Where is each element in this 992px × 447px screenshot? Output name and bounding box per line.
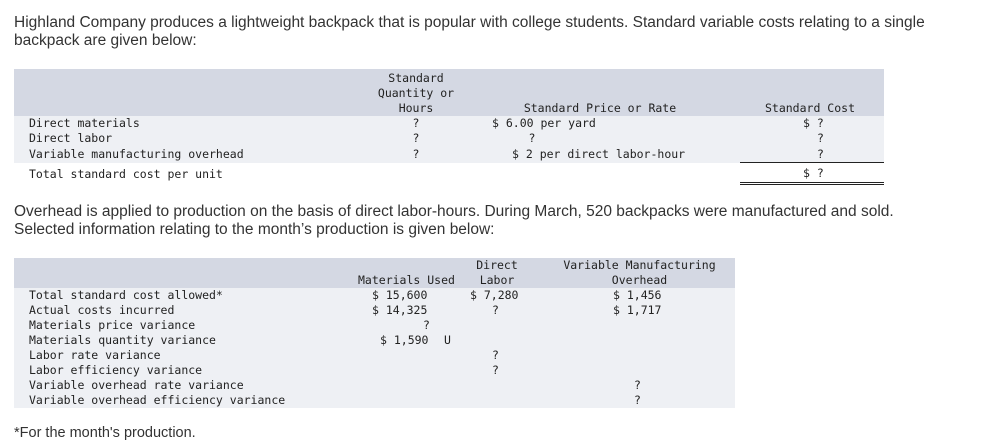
- label-materials-price-variance: Materials price variance: [29, 318, 196, 332]
- footnote: *For the month's production.: [14, 425, 196, 441]
- row-label-total-standard-cost: Total standard cost per unit: [29, 167, 223, 181]
- materials-standard-allowed: $ 15,600: [372, 288, 428, 302]
- label-labor-efficiency-variance: Labor efficiency variance: [29, 363, 203, 377]
- price-variable-overhead: $ 2 per direct labor-hour: [512, 147, 686, 161]
- label-variable-overhead-rate-variance: Variable overhead rate variance: [29, 378, 244, 392]
- middle-line-1: Overhead is applied to production on the basis of direct labor-hours. During March, 520 backpacks were manufactured and sold.: [14, 203, 894, 220]
- actuals-row-labels: [29, 288, 285, 408]
- row-label-direct-labor: Direct labor: [29, 131, 113, 145]
- labor-efficiency-variance-value: ?: [492, 363, 499, 377]
- price-direct-labor: ?: [528, 131, 536, 145]
- header-materials-used: Materials Used: [358, 273, 455, 287]
- middle-line-2: Selected information relating to the month’s production is given below:: [14, 221, 495, 238]
- qty-direct-materials: ?: [412, 116, 420, 130]
- intro-line-2: backpack are given below:: [14, 32, 197, 49]
- labor-standard-allowed: $ 7,280: [470, 288, 519, 302]
- label-labor-rate-variance: Labor rate variance: [29, 348, 161, 362]
- label-total-standard-cost-allowed: Total standard cost allowed*: [29, 288, 223, 302]
- header-variable-overhead: Variable Manufacturing Overhead: [563, 258, 716, 287]
- subtotal-rule: [740, 162, 884, 163]
- label-actual-costs-incurred: Actual costs incurred: [29, 303, 175, 317]
- row-label-variable-overhead: Variable manufacturing overhead: [29, 147, 244, 161]
- qty-direct-labor: ?: [412, 131, 420, 145]
- price-direct-materials: $ 6.00 per yard: [492, 116, 596, 130]
- materials-quantity-variance-value: $ 1,590: [380, 333, 429, 347]
- overhead-efficiency-variance-value: ?: [634, 393, 641, 407]
- labor-actual-costs: ?: [492, 303, 499, 317]
- cost-direct-materials: $ ?: [803, 116, 824, 130]
- materials-price-variance-value: ?: [423, 318, 430, 332]
- labor-rate-variance-value: ?: [492, 348, 499, 362]
- materials-quantity-variance-flag: U: [444, 333, 451, 347]
- label-materials-quantity-variance: Materials quantity variance: [29, 333, 216, 347]
- cost-direct-labor: ?: [817, 131, 824, 145]
- header-direct-labor: Direct Labor: [476, 258, 518, 287]
- intro-line-1: Highland Company produces a lightweight backpack that is popular with college students. Standard variable costs relating to a single: [14, 14, 925, 31]
- cost-total-standard: $ ?: [803, 166, 824, 180]
- header-standard-cost: Standard Cost: [764, 101, 855, 115]
- header-standard-price: Standard Price or Rate: [523, 101, 677, 115]
- total-rule-2: [740, 184, 884, 185]
- overhead-standard-allowed: $ 1,456: [613, 288, 662, 302]
- overhead-actual-costs: $ 1,717: [613, 303, 662, 317]
- cost-variable-overhead: ?: [817, 147, 824, 161]
- header-standard-quantity: Standard Quantity or Hours: [377, 71, 455, 115]
- qty-variable-overhead: ?: [412, 147, 420, 161]
- total-rule-1: [740, 182, 884, 183]
- overhead-rate-variance-value: ?: [634, 378, 641, 392]
- label-variable-overhead-efficiency-variance: Variable overhead efficiency variance: [29, 393, 286, 407]
- materials-actual-costs: $ 14,325: [372, 303, 428, 317]
- row-label-direct-materials: Direct materials: [29, 116, 140, 130]
